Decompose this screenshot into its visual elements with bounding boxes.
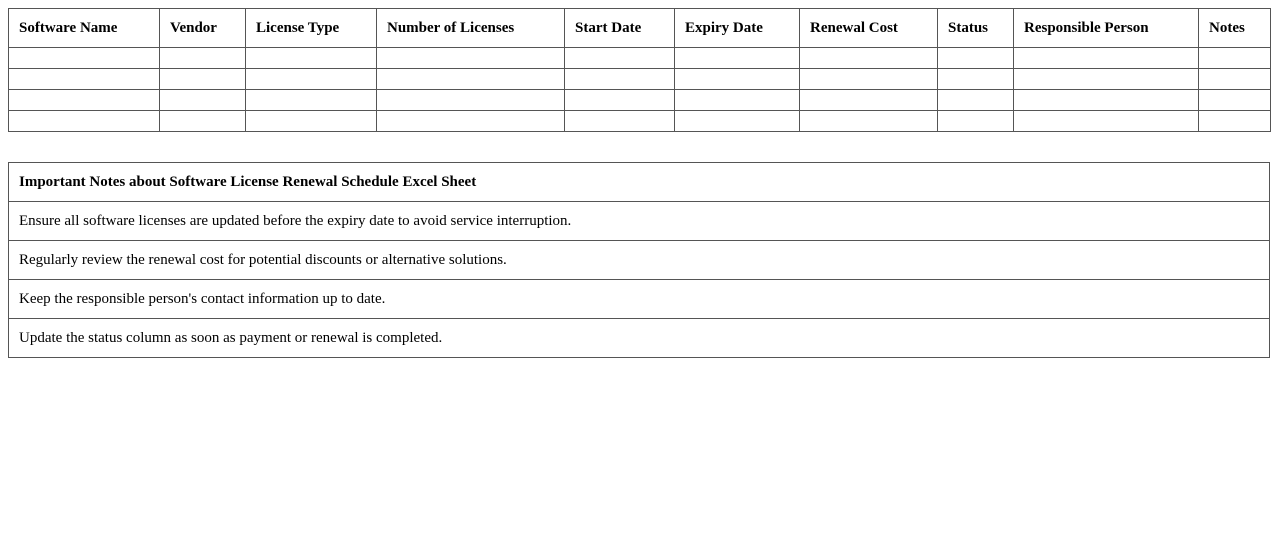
- table-cell: [160, 48, 246, 69]
- table-cell: [9, 90, 160, 111]
- table-cell: [1199, 48, 1271, 69]
- column-header-vendor: Vendor: [160, 9, 246, 48]
- table-cell: [1014, 69, 1199, 90]
- table-cell: [938, 69, 1014, 90]
- table-cell: [800, 69, 938, 90]
- table-cell: [800, 90, 938, 111]
- table-cell: [1199, 69, 1271, 90]
- list-item: [9, 241, 1270, 280]
- column-header-status: Status: [938, 9, 1014, 48]
- table-row: [9, 48, 1271, 69]
- table-row: [9, 111, 1271, 132]
- table-cell: [675, 90, 800, 111]
- table-cell: [675, 111, 800, 132]
- list-item: [9, 319, 1270, 358]
- table-cell: [565, 90, 675, 111]
- license-schedule-table: [8, 8, 1271, 132]
- important-notes-table: [8, 162, 1270, 358]
- column-header-number-of-licenses: Number of Licenses: [377, 9, 565, 48]
- notes-title: Important Notes about Software License Renewal Schedule Excel Sheet: [9, 163, 1270, 202]
- table-cell: [160, 111, 246, 132]
- table-cell: [1014, 90, 1199, 111]
- table-cell: [246, 90, 377, 111]
- table-cell: [565, 48, 675, 69]
- notes-header-row: [9, 163, 1270, 202]
- table-cell: [675, 69, 800, 90]
- document-sheet: [8, 8, 1270, 358]
- note-text: Ensure all software licenses are updated before the expiry date to avoid service interruption.: [9, 202, 1270, 241]
- table-row: [9, 90, 1271, 111]
- table-cell: [938, 111, 1014, 132]
- table-cell: [800, 111, 938, 132]
- table-cell: [675, 48, 800, 69]
- list-item: [9, 202, 1270, 241]
- column-header-software-name: Software Name: [9, 9, 160, 48]
- table-cell: [160, 69, 246, 90]
- table-cell: [938, 48, 1014, 69]
- column-header-renewal-cost: Renewal Cost: [800, 9, 938, 48]
- table-cell: [1014, 111, 1199, 132]
- table-cell: [9, 48, 160, 69]
- table-cell: [377, 48, 565, 69]
- table-cell: [1199, 111, 1271, 132]
- table-cell: [1199, 90, 1271, 111]
- table-cell: [377, 69, 565, 90]
- table-cell: [938, 90, 1014, 111]
- table-cell: [160, 90, 246, 111]
- column-header-start-date: Start Date: [565, 9, 675, 48]
- table-header-row: [9, 9, 1271, 48]
- table-cell: [246, 111, 377, 132]
- note-text: Regularly review the renewal cost for potential discounts or alternative solutions.: [9, 241, 1270, 280]
- table-cell: [377, 111, 565, 132]
- table-cell: [9, 111, 160, 132]
- column-header-responsible-person: Responsible Person: [1014, 9, 1199, 48]
- table-cell: [9, 69, 160, 90]
- column-header-expiry-date: Expiry Date: [675, 9, 800, 48]
- table-cell: [800, 48, 938, 69]
- column-header-license-type: License Type: [246, 9, 377, 48]
- table-cell: [565, 69, 675, 90]
- table-cell: [1014, 48, 1199, 69]
- list-item: [9, 280, 1270, 319]
- table-cell: [377, 90, 565, 111]
- column-header-notes: Notes: [1199, 9, 1271, 48]
- note-text: Update the status column as soon as payment or renewal is completed.: [9, 319, 1270, 358]
- table-cell: [565, 111, 675, 132]
- table-cell: [246, 69, 377, 90]
- table-cell: [246, 48, 377, 69]
- table-row: [9, 69, 1271, 90]
- note-text: Keep the responsible person's contact information up to date.: [9, 280, 1270, 319]
